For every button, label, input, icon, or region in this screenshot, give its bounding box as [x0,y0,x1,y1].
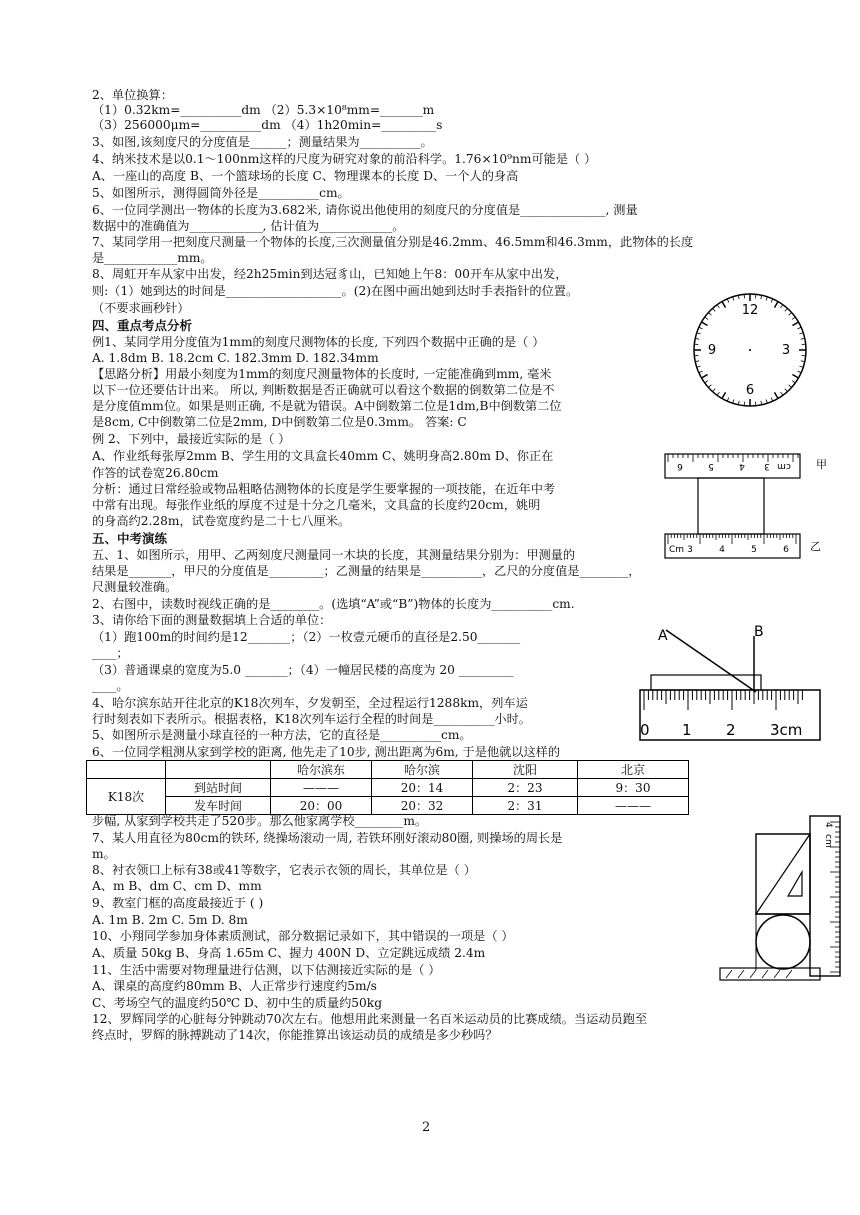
text-line: 分析：通过日常经验或物品粗略估测物体的长度是学生要掌握的一项技能，在近年中考 [92,482,556,496]
tick-mark [708,313,711,316]
text-line: 步幅, 从家到学校共走了520步。那么他家离学校________m。 [92,814,428,828]
text-line: 五、1、如图所示，用甲、乙两刻度尺测量同一木块的长度，其测量结果分别为：甲测量的 [92,548,576,562]
text-line: ____； [92,646,129,660]
tick-mark [792,322,798,326]
text-line: ____。 [92,679,129,693]
tick-mark [798,327,802,329]
text-line: 结果是_______，甲尺的分度值是_________；乙测量的结果是__________，乙尺的分度值是________， [92,564,641,578]
sight-tick-label: 1 [682,721,692,739]
train-schedule-table: 哈尔滨东 哈尔滨 沈阳 北京 K18次 到站时间 ——— 20：14 2：23 9：30 发车时间 20：00 20：32 2：31 ——— [86,760,689,815]
tick-mark [722,392,726,398]
tick-mark [717,305,719,308]
ruler-figure [660,450,830,568]
text-line: 行时刻表如下表所示。根据表格，K18次列车运行全程的时间是__________小时。 [92,712,531,726]
text-line: C、考场空气的温度约50℃ D、初中生的质量约50kg [92,996,382,1010]
text-line: 以下一位还要估计出来。 所以, 判断数据是否正确就可以看这个数据的倒数第二位是不 [92,383,555,397]
clock-figure [690,290,810,410]
tick-mark [771,398,773,402]
text-line: A、课桌的高度约80mm B、人正常步行速度约5m/s [92,979,377,993]
tick-mark [785,308,788,311]
text-line: 5、如图所示，测得圆筒外径是__________cm。 [92,186,350,200]
text-line: （1）跑100m的时间约是12_______；（2）一枚壹元硬币的直径是2.50_______ [92,630,521,644]
clock-9: 9 [707,343,717,358]
ball-ruler-tick: 4 [823,822,833,828]
ball-diameter-figure [716,812,846,984]
text-line: A. 1m B. 2m C. 5m D. 8m [92,913,248,927]
text-line: 4、纳米技术是以0.1～100nm这样的尺度为研究对象的前沿科学。1.76×10⁹nm可能是（ ） [92,152,597,166]
top-ruler-unit: cm [777,461,791,471]
text-line: 数据中的准确值为____________, 估计值为____________。 [92,219,405,233]
ruler-label-yi: 乙 [810,540,821,553]
text-line: （不要求画秒针） [92,301,190,315]
tick-mark [792,317,795,319]
text-line: 12、罗辉同学的心脏每分钟跳动70次左右。他想用此来测量一名百米运动员的比赛成绩。当运动员跑至 [92,1012,648,1026]
tick-mark [727,299,729,303]
top-ruler-tick: 6 [677,461,683,471]
text-line: 10、小翔同学参加身体素质测试，部分数据记录如下，其中错误的一项是（ ） [92,929,514,943]
text-line: （1）0.32km=__________dm （2）5.3×10⁸mm=_______m [92,103,435,117]
text-line: 11、生活中需要对物理量进行估测，以下估测接近实际的是（ ） [92,963,441,977]
tick-mark [771,299,773,303]
sight-label-b: B [754,624,764,640]
text-line: 2、右图中，读数时视线正确的是________。(选填“A”或“B”)物体的长度为__________cm. [92,597,575,611]
tick-mark [705,381,708,383]
tick-mark [792,375,798,379]
text-line: A、m B、dm C、cm D、mm [92,879,262,893]
tick-mark [798,371,802,373]
bottom-ruler-unit: Cm [669,545,685,555]
tick-mark [789,385,792,388]
text-line: 是8cm, C中倒数第二位是2mm, D中倒数第二位是0.3mm。 答案: C [92,415,467,429]
text-line: A. 1.8dm B. 18.2cm C. 182.3mm D. 182.34mm [92,351,379,365]
page-number: 2 [422,1120,431,1135]
text-line: 3、请你给下面的测量数据填上合适的单位： [92,613,332,627]
tick-mark [713,389,716,392]
bottom-ruler-tick: 3 [687,545,693,555]
top-ruler-tick: 3 [764,461,770,471]
tick-mark [727,398,729,402]
text-line: 9、教室门框的高度最接近于 ( ) [92,896,264,910]
sight-tick-label: 3cm [770,721,803,739]
text-line: 是____________mm。 [92,251,213,265]
tick-mark [702,375,708,379]
text-line: 例 2、下列中，最接近实际的是（ ） [92,432,291,446]
tick-mark [789,313,792,316]
clock-3: 3 [781,343,791,358]
text-line: （3）256000μm=__________dm （4）1h20min=_________s [92,118,443,132]
tick-mark [699,371,703,373]
ruler-label-jia: 甲 [816,458,827,471]
text-line: 7、某同学用一把刻度尺测量一个物体的长度,三次测量值分别是46.2mm、46.5mm和46.3mm，此物体的长度 [92,235,694,249]
bottom-ruler-tick: 5 [751,545,757,555]
tick-mark [785,389,788,392]
text-line: 6、一位同学粗测从家到学校的距离, 他先走了10步, 测出距离为6m, 于是他就以这样的 [92,745,561,759]
train-name: K18次 [87,779,166,815]
tick-mark [708,385,711,388]
top-ruler-tick: 4 [739,461,745,471]
text-line: 7、某人用直径为80cm的铁环, 绕操场滚动一周, 若铁环刚好滚动80圈, 则操场的周长是 [92,831,563,845]
text-line: m。 [92,847,116,861]
text-line: 的身高约2.28m，试卷宽度约是二十七八厘米。 [92,514,351,528]
text-line: （3）普通课桌的宽度为5.0 _______；（4）一幢居民楼的高度为 20 _________ [92,663,514,677]
bottom-ruler-tick: 6 [783,545,789,555]
clock-6: 6 [745,383,755,398]
text-line: 3、如图,该刻度尺的分度值是______；测量结果为__________。 [92,135,433,149]
tick-mark [781,392,783,395]
bottom-ruler-tick: 4 [719,545,725,555]
tick-mark [775,302,779,308]
text-line: 五、中考演练 [92,531,168,546]
text-line: 四、重点考点分析 [92,318,193,333]
tick-mark [792,381,795,383]
sight-tick-label: 2 [726,721,736,739]
text-line: 是分度值mm位。如果是则正确, 不是就为错误。A中倒数第二位是1dm,B中倒数第二位 [92,399,562,413]
text-line: 8、周虹开车从家中出发，经2h25min到达冠豸山，已知她上午8：00开车从家中出发， [92,267,568,281]
ball-ruler-tick: cm [823,834,833,848]
text-line: 例1、某同学用分度值为1mm的刻度尺测物体的长度, 下列四个数据中正确的是（ ） [92,335,545,349]
text-line: 8、衬衣领口上标有38或41等数字，它表示衣领的周长，其单位是（ ） [92,863,476,877]
tick-mark [699,327,703,329]
text-line: 6、一位同学测出一物体的长度为3.682米, 请你说出他使用的刻度尺的分度值是______________, 测量 [92,203,638,217]
text-line: A、质量 50kg B、身高 1.65m C、握力 400N D、立定跳远成绩 2.4m [92,946,486,960]
sight-label-a: A [658,628,668,644]
sight-line-figure [636,620,826,745]
tick-mark [722,302,726,308]
text-line: 作答的试卷宽26.80cm [92,466,219,480]
sight-tick-label: 0 [640,721,650,739]
text-line: A、一座山的高度 B、一个篮球场的长度 C、物理课本的长度 D、一个人的身高 [92,169,519,183]
tick-mark [717,392,719,395]
tick-mark [702,322,708,326]
tick-mark [775,392,779,398]
text-line: 4、哈尔滨东站开往北京的K18次列车，夕发朝至，全过程运行1288km，列车运 [92,696,528,710]
text-line: 则:（1）她到达的时间是___________________。(2)在图中画出她到达时手表指针的位置。 [92,284,579,298]
text-line: 尺测量较准确。 [92,580,178,594]
text-line: 中常有出现。每张作业纸的厚度不过是十分之几毫米，文具盒的长度约20cm，姚明 [92,498,541,512]
text-line: 2、单位换算： [92,88,173,102]
tick-mark [705,317,708,319]
text-line: A、作业纸每张厚2mm B、学生用的文具盒长40mm C、姚明身高2.80m D、你正在 [92,449,554,463]
tick-mark [781,305,783,308]
clock-12: 12 [741,303,759,318]
text-line: 5、如图所示是测量小球直径的一种方法，它的直径是__________cm。 [92,728,472,742]
text-line: 终点时，罗辉的脉搏跳动了14次，你能推算出该运动员的成绩是多少秒吗？ [92,1028,498,1042]
top-ruler-tick: 5 [708,461,714,471]
text-line: 【思路分析】用最小刻度为1mm的刻度尺测量物体的长度时, 一定能准确到mm, 毫米 [92,367,552,381]
tick-mark [713,308,716,311]
